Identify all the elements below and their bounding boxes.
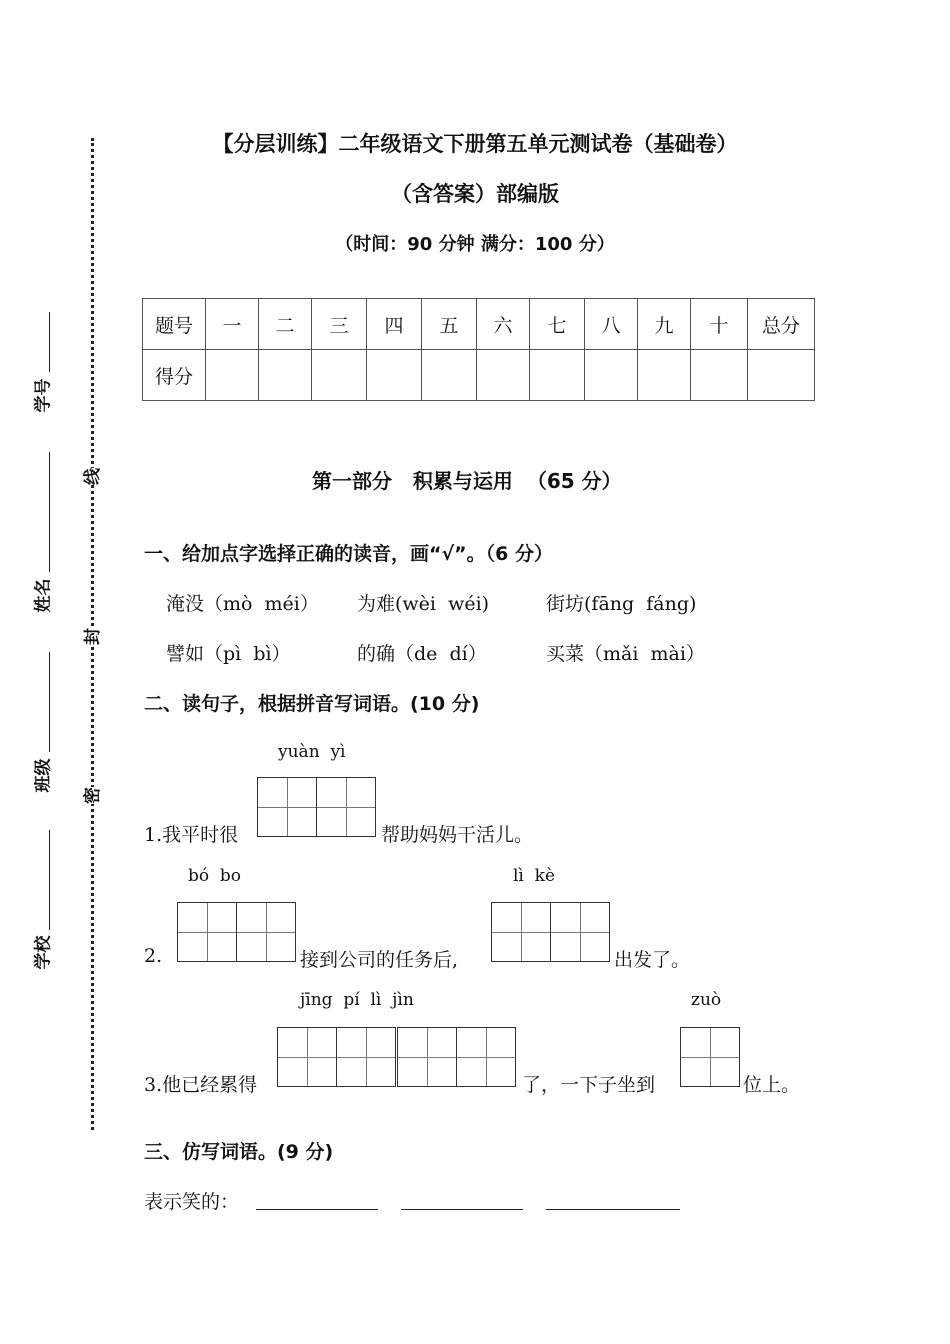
sentence-text: 帮助妈妈干活儿。 [381,824,534,846]
score-table-score-row [143,350,815,401]
seal-mark-feng: 封 [78,628,103,645]
sentence-text: 3.他已经累得 [144,1074,258,1096]
sentence-text: 2. [144,945,163,967]
class-underline [49,652,50,752]
sentence-text: 位上。 [743,1074,801,1096]
answer-blank[interactable] [546,1209,680,1210]
grid-cell[interactable] [177,902,237,962]
writing-grid[interactable] [178,902,296,962]
answer-blank[interactable] [401,1209,523,1210]
grid-cell[interactable] [456,1027,516,1087]
seal-mark-mi: 密 [78,787,103,804]
sentence-text: 1.我平时很 [144,824,239,846]
q1-item[interactable]: 街坊(fāng fáng) [546,593,697,615]
score-input-cell[interactable] [691,350,748,401]
writing-grid[interactable] [278,1027,516,1087]
writing-grid[interactable] [492,902,610,962]
sentence-text: 出发了。 [614,949,691,971]
page-title-line1: 【分层训练】二年级语文下册第五单元测试卷（基础卷） [212,132,738,156]
grid-cell[interactable] [336,1027,396,1087]
grid-cell[interactable] [316,777,376,837]
pinyin-hint: lì kè [513,866,556,886]
grid-cell[interactable] [257,777,317,837]
pinyin-hint: yuàn yì [278,742,346,762]
class-label: 班级 [33,758,54,793]
table-cell: 得分 [143,350,206,401]
answer-blank[interactable] [256,1209,378,1210]
table-cell: 六 [477,299,530,350]
grid-cell[interactable] [550,902,610,962]
writing-grid[interactable] [681,1027,740,1087]
q3-heading: 三、仿写词语。(9 分) [144,1141,334,1163]
writing-grid[interactable] [258,777,376,837]
score-input-cell[interactable] [206,350,259,401]
table-cell: 五 [422,299,477,350]
part1-heading: 第一部分 积累与运用 （65 分） [312,469,622,493]
pinyin-hint: zuò [691,990,722,1010]
grid-cell[interactable] [236,902,296,962]
q1-item[interactable]: 淹没（mò méi） [166,593,319,615]
sentence-text: 了，一下子坐到 [522,1074,656,1096]
q1-heading: 一、给加点字选择正确的读音，画“√”。（6 分） [144,543,553,565]
grid-cell[interactable] [397,1027,457,1087]
school-underline [49,830,50,930]
table-cell: 二 [259,299,312,350]
school-label: 学校 [33,935,54,970]
table-cell: 四 [367,299,422,350]
score-input-cell[interactable] [422,350,477,401]
table-cell: 七 [530,299,585,350]
table-cell: 十 [691,299,748,350]
q1-item[interactable]: 譬如（pì bì） [166,643,291,665]
q1-item[interactable]: 的确（de dí） [357,643,487,665]
name-underline [49,452,50,572]
table-cell: 九 [638,299,691,350]
table-cell: 一 [206,299,259,350]
table-cell: 题号 [143,299,206,350]
score-input-cell[interactable] [477,350,530,401]
score-input-cell[interactable] [585,350,638,401]
seal-mark-xian: 线 [78,468,103,485]
grid-cell[interactable] [277,1027,337,1087]
q3-prompt-label: 表示笑的： [144,1191,240,1213]
score-table [142,298,815,401]
student-id-underline [49,312,50,372]
score-input-cell[interactable] [748,350,815,401]
table-cell: 八 [585,299,638,350]
q1-item[interactable]: 为难(wèi wéi) [357,593,490,615]
sentence-text: 接到公司的任务后, [300,949,459,971]
score-input-cell[interactable] [367,350,422,401]
student-id-label: 学号 [33,378,54,413]
exam-time-and-score: （时间：90 分钟 满分：100 分） [335,234,615,255]
table-cell: 总分 [748,299,815,350]
score-table-header-row [143,299,815,350]
table-cell: 三 [312,299,367,350]
pinyin-hint: bó bo [188,866,242,886]
score-input-cell[interactable] [530,350,585,401]
grid-cell[interactable] [491,902,551,962]
score-input-cell[interactable] [259,350,312,401]
grid-cell[interactable] [680,1027,740,1087]
score-input-cell[interactable] [312,350,367,401]
name-label: 姓名 [33,578,54,613]
page-title-line2: （含答案）部编版 [391,182,559,206]
pinyin-hint: jīng pí lì jìn [300,990,414,1010]
q1-item[interactable]: 买菜（mǎi mài） [546,643,705,665]
score-input-cell[interactable] [638,350,691,401]
q2-heading: 二、读句子，根据拼音写词语。(10 分) [144,693,480,715]
